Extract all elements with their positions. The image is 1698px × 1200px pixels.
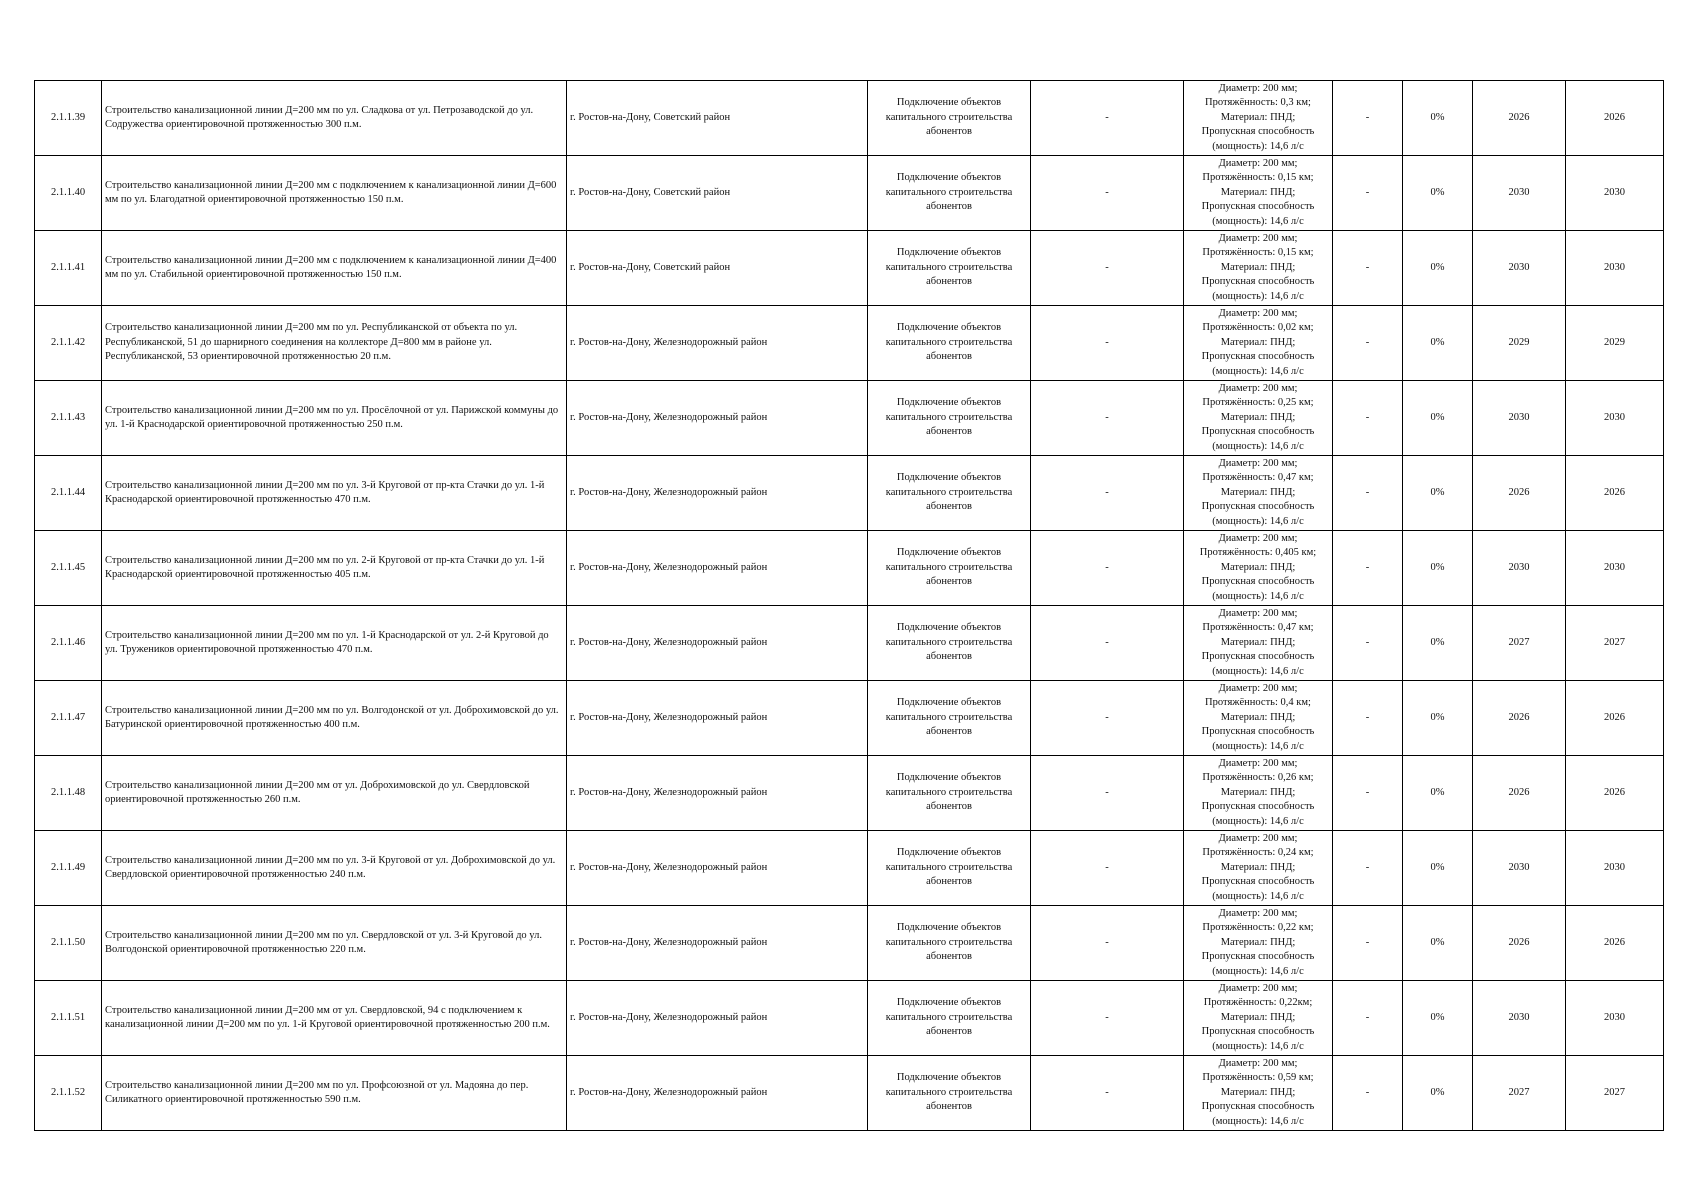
spec-line: Материал: ПНД;	[1220, 861, 1296, 873]
planned-parameters-cell	[1184, 231, 1333, 306]
work-description-cell: Строительство канализационной линии Д=200 мм по ул. Сладкова от ул. Петрозаводской до ул. Содружества ориентировочной протяженностью 300 п.м.	[102, 81, 567, 156]
existing-parameters-cell: -	[1031, 906, 1184, 981]
spec-line: Пропускная способность	[1201, 1026, 1315, 1038]
spec-line: Диаметр: 200 мм;	[1218, 457, 1298, 469]
spec-line: Диаметр: 200 мм;	[1218, 232, 1298, 244]
existing-parameters-cell: -	[1031, 231, 1184, 306]
planned-parameters-cell	[1184, 156, 1333, 231]
end-year-cell: 2026	[1566, 756, 1664, 831]
location-cell: г. Ростов-на-Дону, Железнодорожный район	[567, 756, 868, 831]
spec-line: Диаметр: 200 мм;	[1218, 1057, 1298, 1069]
spec-line: Диаметр: 200 мм;	[1218, 382, 1298, 394]
spec-line: (мощность): 14,6 л/с	[1212, 215, 1304, 227]
work-description-cell: Строительство канализационной линии Д=200 мм по ул. Просёлочной от ул. Парижской коммуны до ул. 1-й Краснодарской ориентировочной протяженностью 250 п.м.	[102, 381, 567, 456]
planned-parameters-cell	[1184, 756, 1333, 831]
item-number-cell: 2.1.1.44	[35, 456, 102, 531]
work-description-cell: Строительство канализационной линии Д=200 мм по ул. Свердловской от ул. 3-й Круговой до ул. Волгодонской ориентировочной протяженностью 220 п.м.	[102, 906, 567, 981]
purpose-cell: Подключение объектов капитального строительства абонентов	[868, 1056, 1031, 1131]
spec-line: (мощность): 14,6 л/с	[1212, 515, 1304, 527]
planned-parameters-cell	[1184, 306, 1333, 381]
spec-line: Материал: ПНД;	[1220, 561, 1296, 573]
item-number-cell: 2.1.1.42	[35, 306, 102, 381]
location-cell: г. Ростов-на-Дону, Советский район	[567, 231, 868, 306]
additional-parameters-cell: -	[1333, 531, 1403, 606]
spec-line: Диаметр: 200 мм;	[1218, 982, 1298, 994]
spec-line: Диаметр: 200 мм;	[1218, 307, 1298, 319]
purpose-cell: Подключение объектов капитального строительства абонентов	[868, 456, 1031, 531]
location-cell: г. Ростов-на-Дону, Железнодорожный район	[567, 906, 868, 981]
item-number-cell: 2.1.1.51	[35, 981, 102, 1056]
purpose-cell: Подключение объектов капитального строительства абонентов	[868, 756, 1031, 831]
end-year-cell: 2027	[1566, 1056, 1664, 1131]
planned-parameters-cell	[1184, 831, 1333, 906]
purpose-cell: Подключение объектов капитального строительства абонентов	[868, 981, 1031, 1056]
additional-parameters-cell: -	[1333, 231, 1403, 306]
additional-parameters-cell: -	[1333, 1056, 1403, 1131]
completion-percent-cell: 0%	[1403, 81, 1473, 156]
work-description-cell: Строительство канализационной линии Д=200 мм по ул. Волгодонской от ул. Доброхимовской до ул. Батуринской ориентировочной протяженностью 400 п.м.	[102, 681, 567, 756]
completion-percent-cell: 0%	[1403, 681, 1473, 756]
work-description-cell: Строительство канализационной линии Д=200 мм по ул. Республиканской от объекта по ул. Республиканской, 51 до шарнирного соединения на коллекторе Д=800 мм в районе ул. Республиканской, 53 ориентировочной протяженностью 20 п.м.	[102, 306, 567, 381]
location-cell: г. Ростов-на-Дону, Железнодорожный район	[567, 981, 868, 1056]
end-year-cell: 2030	[1566, 981, 1664, 1056]
spec-line: Протяжённость: 0,26 км;	[1202, 772, 1314, 784]
spec-line: (мощность): 14,6 л/с	[1212, 1115, 1304, 1127]
item-number-cell: 2.1.1.46	[35, 606, 102, 681]
spec-line: (мощность): 14,6 л/с	[1212, 1040, 1304, 1052]
existing-parameters-cell: -	[1031, 606, 1184, 681]
work-description-cell: Строительство канализационной линии Д=200 мм по ул. 3-й Круговой от пр-кта Стачки до ул. 1-й Краснодарской ориентировочной протяженностью 470 п.м.	[102, 456, 567, 531]
start-year-cell: 2026	[1473, 456, 1566, 531]
planned-parameters-cell	[1184, 981, 1333, 1056]
start-year-cell: 2026	[1473, 756, 1566, 831]
existing-parameters-cell: -	[1031, 1056, 1184, 1131]
location-cell: г. Ростов-на-Дону, Железнодорожный район	[567, 381, 868, 456]
work-description-cell: Строительство канализационной линии Д=200 мм от ул. Доброхимовской до ул. Свердловской ориентировочной протяженностью 260 п.м.	[102, 756, 567, 831]
additional-parameters-cell: -	[1333, 681, 1403, 756]
table-row	[35, 381, 1664, 456]
table-row	[35, 156, 1664, 231]
spec-line: Материал: ПНД;	[1220, 711, 1296, 723]
item-number-cell: 2.1.1.48	[35, 756, 102, 831]
start-year-cell: 2026	[1473, 81, 1566, 156]
purpose-cell: Подключение объектов капитального строительства абонентов	[868, 831, 1031, 906]
completion-percent-cell: 0%	[1403, 156, 1473, 231]
existing-parameters-cell: -	[1031, 381, 1184, 456]
spec-line: Пропускная способность	[1201, 426, 1315, 438]
planned-parameters-cell	[1184, 606, 1333, 681]
location-cell: г. Ростов-на-Дону, Железнодорожный район	[567, 531, 868, 606]
purpose-cell: Подключение объектов капитального строительства абонентов	[868, 906, 1031, 981]
planned-parameters-cell	[1184, 381, 1333, 456]
additional-parameters-cell: -	[1333, 906, 1403, 981]
table-row	[35, 456, 1664, 531]
additional-parameters-cell: -	[1333, 831, 1403, 906]
spec-line: Пропускная способность	[1201, 351, 1315, 363]
spec-line: Пропускная способность	[1201, 876, 1315, 888]
completion-percent-cell: 0%	[1403, 1056, 1473, 1131]
existing-parameters-cell: -	[1031, 531, 1184, 606]
start-year-cell: 2030	[1473, 831, 1566, 906]
spec-line: Диаметр: 200 мм;	[1218, 532, 1298, 544]
purpose-cell: Подключение объектов капитального строительства абонентов	[868, 531, 1031, 606]
table-row	[35, 531, 1664, 606]
spec-line: Материал: ПНД;	[1220, 486, 1296, 498]
spec-line: Протяжённость: 0,4 км;	[1205, 697, 1311, 709]
spec-line: (мощность): 14,6 л/с	[1212, 665, 1304, 677]
spec-line: Диаметр: 200 мм;	[1218, 682, 1298, 694]
completion-percent-cell: 0%	[1403, 456, 1473, 531]
end-year-cell: 2030	[1566, 156, 1664, 231]
end-year-cell: 2030	[1566, 531, 1664, 606]
end-year-cell: 2030	[1566, 831, 1664, 906]
work-description-cell: Строительство канализационной линии Д=200 мм по ул. Профсоюзной от ул. Мадояна до пер. Силикатного ориентировочной протяженностью 590 п.м.	[102, 1056, 567, 1131]
item-number-cell: 2.1.1.50	[35, 906, 102, 981]
end-year-cell: 2030	[1566, 381, 1664, 456]
spec-line: Диаметр: 200 мм;	[1218, 607, 1298, 619]
purpose-cell: Подключение объектов капитального строительства абонентов	[868, 81, 1031, 156]
completion-percent-cell: 0%	[1403, 756, 1473, 831]
spec-line: Протяжённость: 0,47 км;	[1202, 472, 1314, 484]
start-year-cell: 2030	[1473, 156, 1566, 231]
item-number-cell: 2.1.1.40	[35, 156, 102, 231]
table-row	[35, 756, 1664, 831]
spec-line: Протяжённость: 0,25 км;	[1202, 397, 1314, 409]
spec-line: Пропускная способность	[1201, 1101, 1315, 1113]
item-number-cell: 2.1.1.52	[35, 1056, 102, 1131]
completion-percent-cell: 0%	[1403, 606, 1473, 681]
location-cell: г. Ростов-на-Дону, Железнодорожный район	[567, 306, 868, 381]
spec-line: Протяжённость: 0,405 км;	[1199, 547, 1317, 559]
existing-parameters-cell: -	[1031, 81, 1184, 156]
existing-parameters-cell: -	[1031, 681, 1184, 756]
location-cell: г. Ростов-на-Дону, Железнодорожный район	[567, 456, 868, 531]
spec-line: Пропускная способность	[1201, 951, 1315, 963]
spec-line: (мощность): 14,6 л/с	[1212, 890, 1304, 902]
additional-parameters-cell: -	[1333, 606, 1403, 681]
spec-line: Материал: ПНД;	[1220, 1011, 1296, 1023]
start-year-cell: 2030	[1473, 231, 1566, 306]
spec-line: Пропускная способность	[1201, 201, 1315, 213]
item-number-cell: 2.1.1.39	[35, 81, 102, 156]
planned-parameters-cell	[1184, 906, 1333, 981]
investment-program-table	[34, 80, 1664, 1131]
spec-line: Материал: ПНД;	[1220, 336, 1296, 348]
spec-line: (мощность): 14,6 л/с	[1212, 140, 1304, 152]
existing-parameters-cell: -	[1031, 756, 1184, 831]
table-row	[35, 606, 1664, 681]
location-cell: г. Ростов-на-Дону, Советский район	[567, 156, 868, 231]
spec-line: Материал: ПНД;	[1220, 261, 1296, 273]
spec-line: Материал: ПНД;	[1220, 411, 1296, 423]
spec-line: Протяжённость: 0,24 км;	[1202, 847, 1314, 859]
purpose-cell: Подключение объектов капитального строительства абонентов	[868, 681, 1031, 756]
additional-parameters-cell: -	[1333, 306, 1403, 381]
spec-line: Материал: ПНД;	[1220, 936, 1296, 948]
spec-line: Протяжённость: 0,59 км;	[1202, 1072, 1314, 1084]
completion-percent-cell: 0%	[1403, 306, 1473, 381]
spec-line: Пропускная способность	[1201, 126, 1315, 138]
spec-line: Материал: ПНД;	[1220, 786, 1296, 798]
spec-line: Пропускная способность	[1201, 726, 1315, 738]
existing-parameters-cell: -	[1031, 306, 1184, 381]
item-number-cell: 2.1.1.47	[35, 681, 102, 756]
work-description-cell: Строительство канализационной линии Д=200 мм с подключением к канализационной линии Д=600 мм по ул. Благодатной ориентировочной протяженностью 150 п.м.	[102, 156, 567, 231]
spec-line: Протяжённость: 0,3 км;	[1205, 97, 1311, 109]
purpose-cell: Подключение объектов капитального строительства абонентов	[868, 306, 1031, 381]
completion-percent-cell: 0%	[1403, 531, 1473, 606]
table-row	[35, 81, 1664, 156]
spec-line: Пропускная способность	[1201, 276, 1315, 288]
spec-line: Протяжённость: 0,47 км;	[1202, 622, 1314, 634]
completion-percent-cell: 0%	[1403, 231, 1473, 306]
item-number-cell: 2.1.1.43	[35, 381, 102, 456]
additional-parameters-cell: -	[1333, 81, 1403, 156]
spec-line: (мощность): 14,6 л/с	[1212, 590, 1304, 602]
table-row	[35, 981, 1664, 1056]
spec-line: (мощность): 14,6 л/с	[1212, 440, 1304, 452]
location-cell: г. Ростов-на-Дону, Железнодорожный район	[567, 831, 868, 906]
start-year-cell: 2027	[1473, 1056, 1566, 1131]
completion-percent-cell: 0%	[1403, 981, 1473, 1056]
item-number-cell: 2.1.1.45	[35, 531, 102, 606]
purpose-cell: Подключение объектов капитального строительства абонентов	[868, 156, 1031, 231]
end-year-cell: 2029	[1566, 306, 1664, 381]
end-year-cell: 2026	[1566, 681, 1664, 756]
spec-line: Протяжённость: 0,02 км;	[1202, 322, 1314, 334]
purpose-cell: Подключение объектов капитального строительства абонентов	[868, 381, 1031, 456]
table-body	[35, 81, 1664, 1131]
spec-line: Протяжённость: 0,22 км;	[1202, 922, 1314, 934]
additional-parameters-cell: -	[1333, 156, 1403, 231]
spec-line: (мощность): 14,6 л/с	[1212, 290, 1304, 302]
end-year-cell: 2026	[1566, 456, 1664, 531]
location-cell: г. Ростов-на-Дону, Железнодорожный район	[567, 606, 868, 681]
location-cell: г. Ростов-на-Дону, Железнодорожный район	[567, 681, 868, 756]
planned-parameters-cell	[1184, 681, 1333, 756]
planned-parameters-cell	[1184, 81, 1333, 156]
completion-percent-cell: 0%	[1403, 906, 1473, 981]
spec-line: (мощность): 14,6 л/с	[1212, 815, 1304, 827]
planned-parameters-cell	[1184, 456, 1333, 531]
spec-line: Пропускная способность	[1201, 501, 1315, 513]
completion-percent-cell: 0%	[1403, 381, 1473, 456]
spec-line: Диаметр: 200 мм;	[1218, 832, 1298, 844]
location-cell: г. Ростов-на-Дону, Советский район	[567, 81, 868, 156]
planned-parameters-cell	[1184, 531, 1333, 606]
spec-line: (мощность): 14,6 л/с	[1212, 365, 1304, 377]
purpose-cell: Подключение объектов капитального строительства абонентов	[868, 606, 1031, 681]
start-year-cell: 2030	[1473, 531, 1566, 606]
end-year-cell: 2026	[1566, 906, 1664, 981]
existing-parameters-cell: -	[1031, 456, 1184, 531]
work-description-cell: Строительство канализационной линии Д=200 мм по ул. 3-й Круговой от ул. Доброхимовской до ул. Свердловской ориентировочной протяженностью 240 п.м.	[102, 831, 567, 906]
table-row	[35, 681, 1664, 756]
additional-parameters-cell: -	[1333, 381, 1403, 456]
start-year-cell: 2029	[1473, 306, 1566, 381]
start-year-cell: 2026	[1473, 681, 1566, 756]
start-year-cell: 2026	[1473, 906, 1566, 981]
start-year-cell: 2030	[1473, 981, 1566, 1056]
existing-parameters-cell: -	[1031, 156, 1184, 231]
table-row	[35, 1056, 1664, 1131]
spec-line: Диаметр: 200 мм;	[1218, 82, 1298, 94]
table-row	[35, 831, 1664, 906]
spec-line: Материал: ПНД;	[1220, 1086, 1296, 1098]
planned-parameters-cell	[1184, 1056, 1333, 1131]
end-year-cell: 2027	[1566, 606, 1664, 681]
start-year-cell: 2027	[1473, 606, 1566, 681]
spec-line: Пропускная способность	[1201, 801, 1315, 813]
table-row	[35, 306, 1664, 381]
spec-line: Пропускная способность	[1201, 576, 1315, 588]
work-description-cell: Строительство канализационной линии Д=200 мм по ул. 2-й Круговой от пр-кта Стачки до ул. 1-й Краснодарской ориентировочной протяженностью 405 п.м.	[102, 531, 567, 606]
work-description-cell: Строительство канализационной линии Д=200 мм по ул. 1-й Краснодарской от ул. 2-й Круговой до ул. Тружеников ориентировочной протяженностью 470 п.м.	[102, 606, 567, 681]
spec-line: Материал: ПНД;	[1220, 186, 1296, 198]
end-year-cell: 2026	[1566, 81, 1664, 156]
table-row	[35, 231, 1664, 306]
existing-parameters-cell: -	[1031, 831, 1184, 906]
existing-parameters-cell: -	[1031, 981, 1184, 1056]
spec-line: Диаметр: 200 мм;	[1218, 757, 1298, 769]
spec-line: Протяжённость: 0,15 км;	[1202, 172, 1314, 184]
spec-line: Диаметр: 200 мм;	[1218, 157, 1298, 169]
purpose-cell: Подключение объектов капитального строительства абонентов	[868, 231, 1031, 306]
spec-line: Пропускная способность	[1201, 651, 1315, 663]
table-row	[35, 906, 1664, 981]
work-description-cell: Строительство канализационной линии Д=200 мм с подключением к канализационной линии Д=400 мм по ул. Стабильной ориентировочной протяженностью 150 п.м.	[102, 231, 567, 306]
completion-percent-cell: 0%	[1403, 831, 1473, 906]
additional-parameters-cell: -	[1333, 456, 1403, 531]
spec-line: Материал: ПНД;	[1220, 636, 1296, 648]
spec-line: Протяжённость: 0,22км;	[1203, 997, 1313, 1009]
spec-line: Протяжённость: 0,15 км;	[1202, 247, 1314, 259]
spec-line: (мощность): 14,6 л/с	[1212, 740, 1304, 752]
spec-line: Материал: ПНД;	[1220, 111, 1296, 123]
additional-parameters-cell: -	[1333, 756, 1403, 831]
spec-line: (мощность): 14,6 л/с	[1212, 965, 1304, 977]
additional-parameters-cell: -	[1333, 981, 1403, 1056]
work-description-cell: Строительство канализационной линии Д=200 мм от ул. Свердловской, 94 с подключением к канализационной линии Д=200 мм по ул. 1-й Круговой ориентировочной протяженностью 200 п.м.	[102, 981, 567, 1056]
item-number-cell: 2.1.1.41	[35, 231, 102, 306]
spec-line: Диаметр: 200 мм;	[1218, 907, 1298, 919]
end-year-cell: 2030	[1566, 231, 1664, 306]
item-number-cell: 2.1.1.49	[35, 831, 102, 906]
location-cell: г. Ростов-на-Дону, Железнодорожный район	[567, 1056, 868, 1131]
start-year-cell: 2030	[1473, 381, 1566, 456]
